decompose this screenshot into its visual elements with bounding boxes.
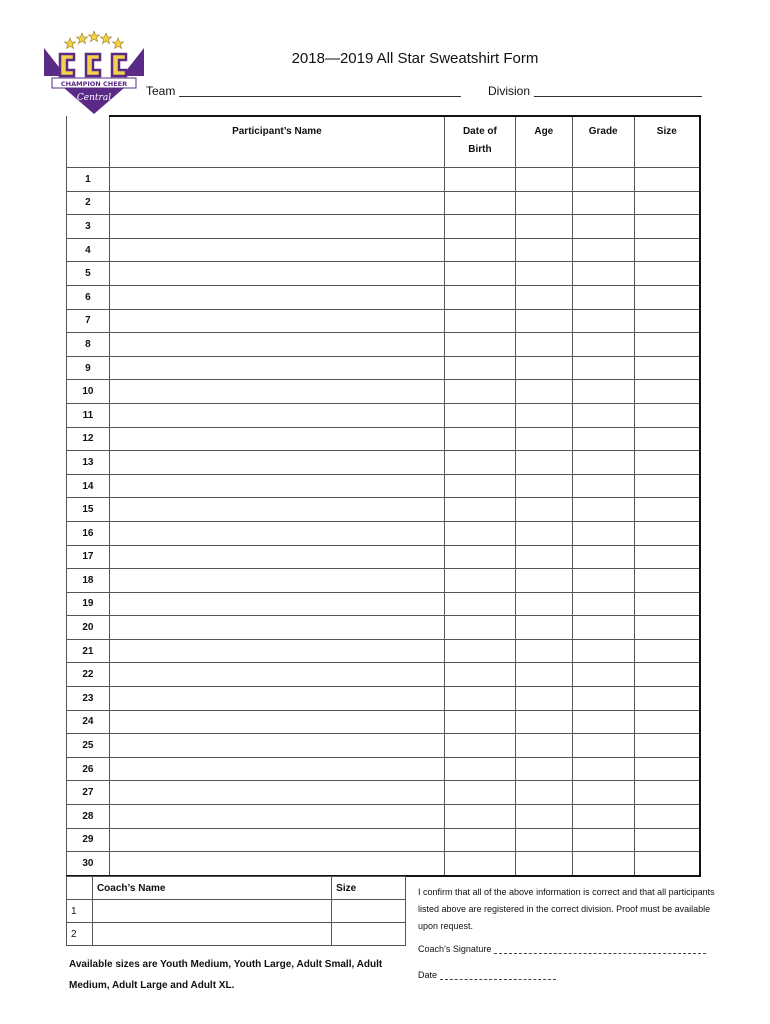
row-number: 8 bbox=[67, 333, 110, 357]
coach-row-number: 1 bbox=[67, 900, 93, 923]
age-cell[interactable] bbox=[515, 215, 572, 239]
coach-size-header: Size bbox=[332, 877, 406, 900]
table-row bbox=[67, 521, 701, 545]
age-cell[interactable] bbox=[515, 781, 572, 805]
participant-name-cell[interactable] bbox=[109, 451, 444, 475]
age-cell[interactable] bbox=[515, 427, 572, 451]
size-cell[interactable] bbox=[634, 663, 700, 687]
row-number: 28 bbox=[67, 805, 110, 829]
table-row bbox=[67, 356, 701, 380]
signature-field[interactable] bbox=[418, 944, 706, 954]
size-cell[interactable] bbox=[634, 238, 700, 262]
grade-cell[interactable] bbox=[572, 616, 634, 640]
participant-name-cell[interactable] bbox=[109, 663, 444, 687]
row-number: 9 bbox=[67, 356, 110, 380]
date-of-birth-header bbox=[444, 116, 515, 168]
logo-subtext: Central bbox=[76, 93, 112, 103]
participant-name-cell[interactable] bbox=[109, 710, 444, 734]
grade-cell[interactable] bbox=[572, 521, 634, 545]
participant-name-header: Participant’s Name bbox=[109, 116, 444, 168]
size-cell[interactable] bbox=[634, 309, 700, 333]
date-of-birth-cell[interactable] bbox=[444, 474, 515, 498]
table-row bbox=[67, 427, 701, 451]
grade-cell[interactable] bbox=[572, 333, 634, 357]
age-cell[interactable] bbox=[515, 451, 572, 475]
row-number: 6 bbox=[67, 285, 110, 309]
table-row bbox=[67, 285, 701, 309]
size-cell[interactable] bbox=[634, 451, 700, 475]
date-of-birth-cell[interactable] bbox=[444, 592, 515, 616]
coach-name-cell[interactable] bbox=[92, 900, 331, 923]
grade-cell[interactable] bbox=[572, 781, 634, 805]
date-of-birth-cell[interactable] bbox=[444, 663, 515, 687]
date-of-birth-cell[interactable] bbox=[444, 451, 515, 475]
size-cell[interactable] bbox=[634, 639, 700, 663]
date-of-birth-cell[interactable] bbox=[444, 710, 515, 734]
coach-header-row bbox=[67, 877, 406, 900]
coach-name-header: Coach’s Name bbox=[92, 877, 331, 900]
size-cell[interactable] bbox=[634, 734, 700, 758]
table-row bbox=[67, 592, 701, 616]
participant-name-cell[interactable] bbox=[109, 781, 444, 805]
age-cell[interactable] bbox=[515, 498, 572, 522]
size-cell[interactable] bbox=[634, 687, 700, 711]
row-number: 23 bbox=[67, 687, 110, 711]
coach-row bbox=[67, 900, 406, 923]
grade-cell[interactable] bbox=[572, 403, 634, 427]
row-number: 14 bbox=[67, 474, 110, 498]
participant-name-cell[interactable] bbox=[109, 191, 444, 215]
grade-cell[interactable] bbox=[572, 734, 634, 758]
age-cell[interactable] bbox=[515, 333, 572, 357]
table-row bbox=[67, 168, 701, 192]
grade-cell[interactable] bbox=[572, 710, 634, 734]
grade-cell[interactable] bbox=[572, 285, 634, 309]
grade-cell[interactable] bbox=[572, 592, 634, 616]
row-number: 30 bbox=[67, 852, 110, 876]
date-of-birth-cell[interactable] bbox=[444, 262, 515, 286]
table-row bbox=[67, 757, 701, 781]
row-number: 21 bbox=[67, 639, 110, 663]
size-cell[interactable] bbox=[634, 380, 700, 404]
grade-cell[interactable] bbox=[572, 474, 634, 498]
age-cell[interactable] bbox=[515, 403, 572, 427]
date-of-birth-cell[interactable] bbox=[444, 427, 515, 451]
participant-name-cell[interactable] bbox=[109, 592, 444, 616]
age-header: Age bbox=[515, 116, 572, 168]
table-row bbox=[67, 403, 701, 427]
date-of-birth-cell[interactable] bbox=[444, 356, 515, 380]
row-number: 15 bbox=[67, 498, 110, 522]
grade-cell[interactable] bbox=[572, 828, 634, 852]
table-row bbox=[67, 616, 701, 640]
row-number: 17 bbox=[67, 545, 110, 569]
grade-cell[interactable] bbox=[572, 262, 634, 286]
coach-size-cell[interactable] bbox=[332, 923, 406, 946]
size-cell[interactable] bbox=[634, 828, 700, 852]
date-of-birth-cell[interactable] bbox=[444, 734, 515, 758]
age-cell[interactable] bbox=[515, 474, 572, 498]
grade-cell[interactable] bbox=[572, 569, 634, 593]
grade-cell[interactable] bbox=[572, 238, 634, 262]
age-cell[interactable] bbox=[515, 592, 572, 616]
size-cell[interactable] bbox=[634, 805, 700, 829]
date-of-birth-cell[interactable] bbox=[444, 545, 515, 569]
size-cell[interactable] bbox=[634, 191, 700, 215]
grade-cell[interactable] bbox=[572, 757, 634, 781]
size-cell[interactable] bbox=[634, 852, 700, 876]
team-label: Team bbox=[146, 84, 176, 98]
date-of-birth-header-text: Date of Birth bbox=[462, 126, 497, 155]
participant-name-cell[interactable] bbox=[109, 380, 444, 404]
participant-name-cell[interactable] bbox=[109, 262, 444, 286]
participant-name-cell[interactable] bbox=[109, 285, 444, 309]
coach-table bbox=[66, 876, 406, 946]
date-of-birth-cell[interactable] bbox=[444, 852, 515, 876]
participant-name-cell[interactable] bbox=[109, 498, 444, 522]
age-cell[interactable] bbox=[515, 262, 572, 286]
date-of-birth-cell[interactable] bbox=[444, 639, 515, 663]
table-row bbox=[67, 710, 701, 734]
date-of-birth-cell[interactable] bbox=[444, 805, 515, 829]
available-sizes-note: Available sizes are Youth Medium, Youth Large, Adult Small, Adult Medium, Adult Large and Adult XL. bbox=[69, 959, 383, 991]
division-label: Division bbox=[488, 84, 531, 98]
row-number: 5 bbox=[67, 262, 110, 286]
age-cell[interactable] bbox=[515, 734, 572, 758]
division-input-line[interactable] bbox=[534, 95, 702, 97]
size-cell[interactable] bbox=[634, 498, 700, 522]
table-row bbox=[67, 734, 701, 758]
grade-cell[interactable] bbox=[572, 805, 634, 829]
signature-label: Coach’s Signature bbox=[418, 944, 492, 954]
participant-name-cell[interactable] bbox=[109, 309, 444, 333]
table-row bbox=[67, 333, 701, 357]
age-cell[interactable] bbox=[515, 828, 572, 852]
row-number: 24 bbox=[67, 710, 110, 734]
division-field[interactable] bbox=[488, 84, 702, 98]
participant-name-cell[interactable] bbox=[109, 215, 444, 239]
grade-header: Grade bbox=[572, 116, 634, 168]
age-cell[interactable] bbox=[515, 639, 572, 663]
date-of-birth-cell[interactable] bbox=[444, 616, 515, 640]
size-cell[interactable] bbox=[634, 616, 700, 640]
row-number: 16 bbox=[67, 521, 110, 545]
row-number: 10 bbox=[67, 380, 110, 404]
participant-name-cell[interactable] bbox=[109, 427, 444, 451]
size-cell[interactable] bbox=[634, 710, 700, 734]
grade-cell[interactable] bbox=[572, 427, 634, 451]
age-cell[interactable] bbox=[515, 285, 572, 309]
table-row bbox=[67, 474, 701, 498]
champion-cheer-logo bbox=[44, 28, 144, 116]
date-of-birth-cell[interactable] bbox=[444, 380, 515, 404]
age-cell[interactable] bbox=[515, 545, 572, 569]
grade-cell[interactable] bbox=[572, 451, 634, 475]
age-cell[interactable] bbox=[515, 616, 572, 640]
participant-name-cell[interactable] bbox=[109, 168, 444, 192]
grade-cell[interactable] bbox=[572, 309, 634, 333]
table-row bbox=[67, 852, 701, 876]
size-cell[interactable] bbox=[634, 427, 700, 451]
size-cell[interactable] bbox=[634, 545, 700, 569]
grade-cell[interactable] bbox=[572, 380, 634, 404]
row-number: 22 bbox=[67, 663, 110, 687]
size-cell[interactable] bbox=[634, 356, 700, 380]
row-number: 11 bbox=[67, 403, 110, 427]
age-cell[interactable] bbox=[515, 356, 572, 380]
grade-cell[interactable] bbox=[572, 852, 634, 876]
date-label: Date bbox=[418, 970, 438, 980]
date-of-birth-cell[interactable] bbox=[444, 215, 515, 239]
coach-number-header bbox=[67, 877, 93, 900]
participant-name-cell[interactable] bbox=[109, 238, 444, 262]
size-header: Size bbox=[634, 116, 700, 168]
table-row bbox=[67, 687, 701, 711]
table-row bbox=[67, 663, 701, 687]
row-number: 26 bbox=[67, 757, 110, 781]
table-row bbox=[67, 191, 701, 215]
age-cell[interactable] bbox=[515, 663, 572, 687]
participant-name-cell[interactable] bbox=[109, 521, 444, 545]
form-title: 2018—2019 All Star Sweatshirt Form bbox=[291, 50, 539, 67]
size-cell[interactable] bbox=[634, 168, 700, 192]
row-number: 7 bbox=[67, 309, 110, 333]
date-of-birth-cell[interactable] bbox=[444, 687, 515, 711]
grade-cell[interactable] bbox=[572, 356, 634, 380]
row-number: 19 bbox=[67, 592, 110, 616]
table-header-row bbox=[67, 116, 701, 168]
age-cell[interactable] bbox=[515, 380, 572, 404]
grade-cell[interactable] bbox=[572, 498, 634, 522]
row-number: 18 bbox=[67, 569, 110, 593]
table-row bbox=[67, 451, 701, 475]
date-of-birth-cell[interactable] bbox=[444, 191, 515, 215]
row-number: 4 bbox=[67, 238, 110, 262]
participant-name-cell[interactable] bbox=[109, 828, 444, 852]
size-cell[interactable] bbox=[634, 521, 700, 545]
age-cell[interactable] bbox=[515, 757, 572, 781]
row-number: 27 bbox=[67, 781, 110, 805]
grade-cell[interactable] bbox=[572, 687, 634, 711]
team-field[interactable] bbox=[146, 84, 461, 98]
participant-name-cell[interactable] bbox=[109, 687, 444, 711]
row-number: 12 bbox=[67, 427, 110, 451]
age-cell[interactable] bbox=[515, 238, 572, 262]
table-row bbox=[67, 498, 701, 522]
coach-row-number: 2 bbox=[67, 923, 93, 946]
row-number: 29 bbox=[67, 828, 110, 852]
grade-cell[interactable] bbox=[572, 191, 634, 215]
size-cell[interactable] bbox=[634, 569, 700, 593]
size-cell[interactable] bbox=[634, 592, 700, 616]
table-row bbox=[67, 309, 701, 333]
age-cell[interactable] bbox=[515, 852, 572, 876]
row-number: 25 bbox=[67, 734, 110, 758]
age-cell[interactable] bbox=[515, 687, 572, 711]
grade-cell[interactable] bbox=[572, 215, 634, 239]
date-of-birth-cell[interactable] bbox=[444, 333, 515, 357]
participant-name-cell[interactable] bbox=[109, 757, 444, 781]
date-of-birth-cell[interactable] bbox=[444, 757, 515, 781]
table-row bbox=[67, 828, 701, 852]
date-of-birth-cell[interactable] bbox=[444, 285, 515, 309]
table-row bbox=[67, 215, 701, 239]
date-of-birth-cell[interactable] bbox=[444, 781, 515, 805]
age-cell[interactable] bbox=[515, 191, 572, 215]
logo-text: CHAMPION CHEER bbox=[60, 80, 128, 88]
coach-size-cell[interactable] bbox=[332, 900, 406, 923]
size-cell[interactable] bbox=[634, 333, 700, 357]
date-line[interactable] bbox=[440, 978, 556, 980]
participant-name-cell[interactable] bbox=[109, 616, 444, 640]
date-of-birth-cell[interactable] bbox=[444, 828, 515, 852]
date-of-birth-cell[interactable] bbox=[444, 569, 515, 593]
age-cell[interactable] bbox=[515, 805, 572, 829]
participant-name-cell[interactable] bbox=[109, 734, 444, 758]
signature-line[interactable] bbox=[494, 952, 706, 954]
row-number: 2 bbox=[67, 191, 110, 215]
grade-cell[interactable] bbox=[572, 168, 634, 192]
participant-name-cell[interactable] bbox=[109, 805, 444, 829]
confirmation-text: I confirm that all of the above information is correct and that all participants listed above are registered in the correct division. Proof must be available upon request. bbox=[418, 887, 715, 931]
row-number: 3 bbox=[67, 215, 110, 239]
date-of-birth-cell[interactable] bbox=[444, 498, 515, 522]
participant-name-cell[interactable] bbox=[109, 569, 444, 593]
size-cell[interactable] bbox=[634, 781, 700, 805]
age-cell[interactable] bbox=[515, 168, 572, 192]
age-cell[interactable] bbox=[515, 521, 572, 545]
date-of-birth-cell[interactable] bbox=[444, 309, 515, 333]
participant-name-cell[interactable] bbox=[109, 403, 444, 427]
team-input-line[interactable] bbox=[179, 95, 461, 97]
date-of-birth-cell[interactable] bbox=[444, 403, 515, 427]
participant-name-cell[interactable] bbox=[109, 356, 444, 380]
participant-name-cell[interactable] bbox=[109, 852, 444, 876]
age-cell[interactable] bbox=[515, 569, 572, 593]
participant-name-cell[interactable] bbox=[109, 545, 444, 569]
table-row bbox=[67, 805, 701, 829]
date-of-birth-cell[interactable] bbox=[444, 238, 515, 262]
age-cell[interactable] bbox=[515, 309, 572, 333]
table-row bbox=[67, 262, 701, 286]
grade-cell[interactable] bbox=[572, 545, 634, 569]
age-cell[interactable] bbox=[515, 710, 572, 734]
row-number: 1 bbox=[67, 168, 110, 192]
row-number-header bbox=[67, 116, 110, 168]
size-cell[interactable] bbox=[634, 262, 700, 286]
coach-row bbox=[67, 923, 406, 946]
participant-table bbox=[66, 115, 701, 877]
participant-name-cell[interactable] bbox=[109, 333, 444, 357]
table-row bbox=[67, 569, 701, 593]
date-of-birth-cell[interactable] bbox=[444, 521, 515, 545]
row-number: 20 bbox=[67, 616, 110, 640]
grade-cell[interactable] bbox=[572, 639, 634, 663]
table-row bbox=[67, 238, 701, 262]
table-row bbox=[67, 639, 701, 663]
participant-name-cell[interactable] bbox=[109, 474, 444, 498]
size-cell[interactable] bbox=[634, 403, 700, 427]
grade-cell[interactable] bbox=[572, 663, 634, 687]
size-cell[interactable] bbox=[634, 757, 700, 781]
date-of-birth-cell[interactable] bbox=[444, 168, 515, 192]
size-cell[interactable] bbox=[634, 215, 700, 239]
size-cell[interactable] bbox=[634, 474, 700, 498]
table-row bbox=[67, 781, 701, 805]
date-field[interactable] bbox=[418, 970, 556, 980]
table-row bbox=[67, 545, 701, 569]
participant-name-cell[interactable] bbox=[109, 639, 444, 663]
row-number: 13 bbox=[67, 451, 110, 475]
table-row bbox=[67, 380, 701, 404]
size-cell[interactable] bbox=[634, 285, 700, 309]
coach-name-cell[interactable] bbox=[92, 923, 331, 946]
